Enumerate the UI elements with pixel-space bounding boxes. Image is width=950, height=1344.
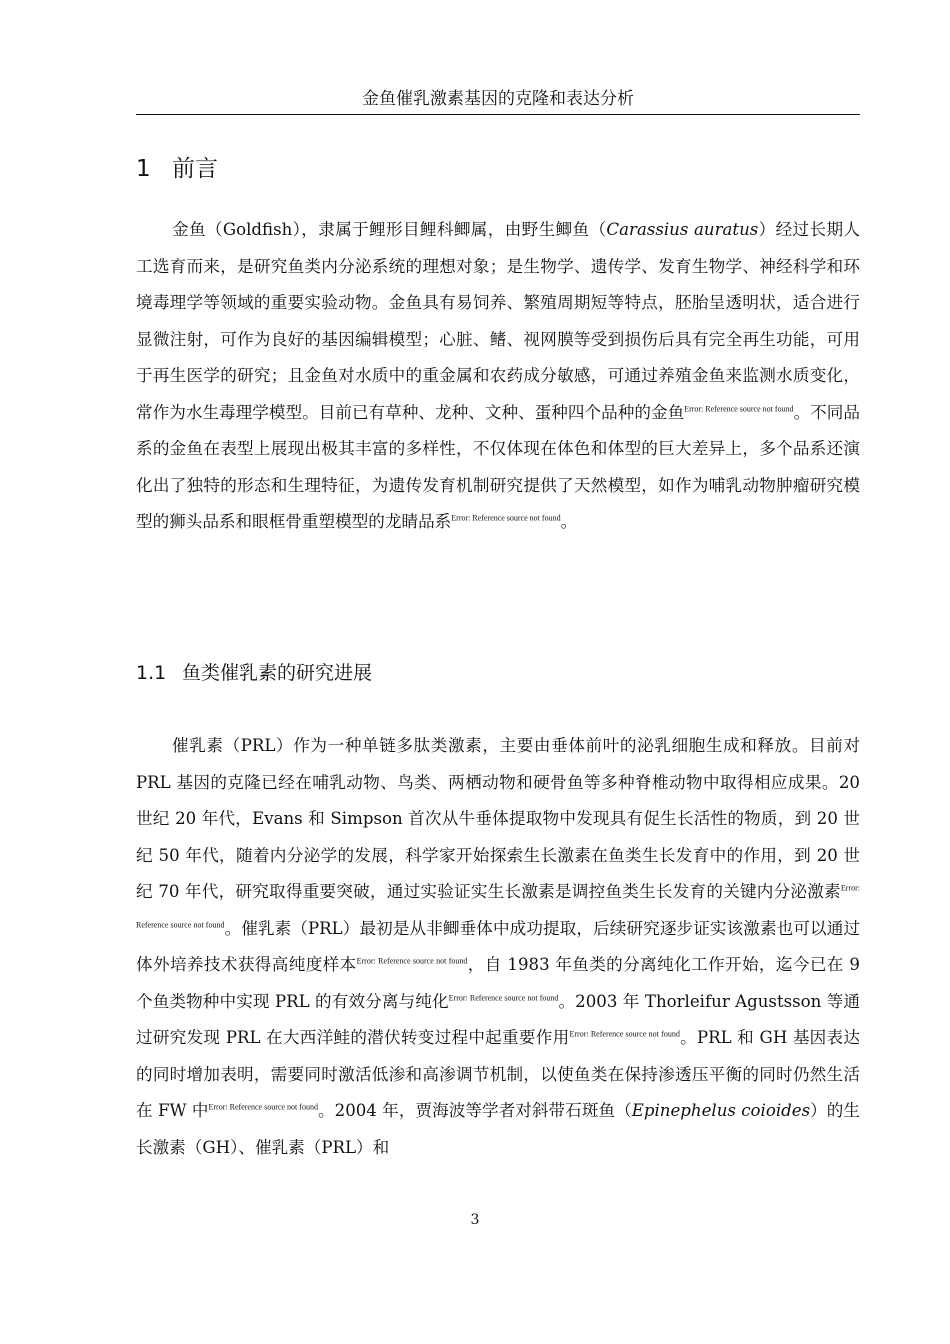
subsection-heading [136, 658, 372, 688]
citation-error: Error: Reference source not found [136, 883, 860, 929]
subsection-number: 1.1 [136, 662, 167, 684]
citation-error: Error: Reference source not found [569, 1029, 680, 1039]
body-paragraph: 金鱼（Goldfish），隶属于鲤形目鲤科鲫属，由野生鲫鱼（Carassius auratus）经过长期人工选育而来，是研究鱼类内分泌系统的理想对象；是生物学、遗传学、发育生物学、神经科学和环境毒理学等领域的重要实验动物。金鱼具有易饲养、繁殖周期短等特点，胚胎呈透明状，适合进行显微注射，可作为良好的基因编辑模型；心脏、鳍、视网膜等受到损伤后具有完全再生功能，可用于再生医学的研究；且金鱼对水质中的重金属和农药成分敏感，可通过养殖金鱼来监测水质变化，常作为水生毒理学模型。目前已有草种、龙种、文种、蛋种四个品种的金鱼$^{Error: Reference source not found}$。不同品系的金鱼在表型上展现出极其丰富的多样性，不仅体现在体色和体型的巨大差异上，多个品系还演化出了独特的形态和生理特征，为遗传发育机制研究提供了天然模型，如作为哺乳动物肿瘤研究模型的狮头品系和眼框骨重塑模型的龙睛品系$^{Error: Reference source not found}$。 [136, 220, 860, 531]
section-number: 1 [136, 156, 151, 182]
section-title: 前言 [172, 156, 218, 182]
species-name: Carassius auratus [606, 220, 759, 239]
citation-error: Error: Reference source not found [356, 956, 468, 966]
subsection-title: 鱼类催乳素的研究进展 [182, 662, 373, 684]
body-paragraph: 催乳素（PRL）作为一种单链多肽类激素，主要由垂体前叶的泌乳细胞生成和释放。目前对 PRL 基因的克隆已经在哺乳动物、鸟类、两栖动物和硬骨鱼等多种脊椎动物中取得相应成果。20 世纪 20 年代，Evans 和 Simpson 首次从牛垂体提取物中发现具有促生长活性的物质，到 20 世纪 50 年代，随着内分泌学的发展，科学家开始探索生长激素在鱼类生长发育中的作用，到 20 世纪 70 年代，研究取得重要突破，通过实验证实生长激素是调控鱼类生长发育的关键内分泌激素$^{Error: Reference source not found}$。催乳素（PRL）最初是从非鲫垂体中成功提取，后续研究逐步证实该激素也可以通过体外培养技术获得高纯度样本$^{Error: Reference source not found}$，自 1983 年鱼类的分离纯化工作开始，迄今已在 9 个鱼类物种中实现 PRL 的有效分离与纯化$^{Error: Reference source not found}$。2003 年 Thorleifur Agustsson 等通过研究发现 PRL 在大西洋鲑的潜伏转变过程中起重要作用$^{Error: Reference source not found}$。PRL 和 GH 基因表达的同时增加表明，需要同时激活低渗和高渗调节机制，以使鱼类在保持渗透压平衡的同时仍然生活在 FW 中$^{Error: Reference source not found}$。2004 年，贾海波等学者对斜带石斑鱼（Epinephelus coioides）的生长激素（GH）、催乳素（PRL）和 [136, 736, 861, 1157]
section-heading [136, 152, 218, 186]
citation-error: Error: Reference source not found [208, 1102, 318, 1112]
citation-error: Error: Reference source not found [684, 403, 794, 413]
species-name: Epinephelus coioides [631, 1101, 811, 1120]
citation-error: Error: Reference source not found [451, 513, 561, 523]
citation-error: Error: Reference source not found [448, 992, 559, 1002]
page-number: 3 [470, 1212, 480, 1228]
running-header: 金鱼催乳激素基因的克隆和表达分析 [136, 86, 860, 115]
